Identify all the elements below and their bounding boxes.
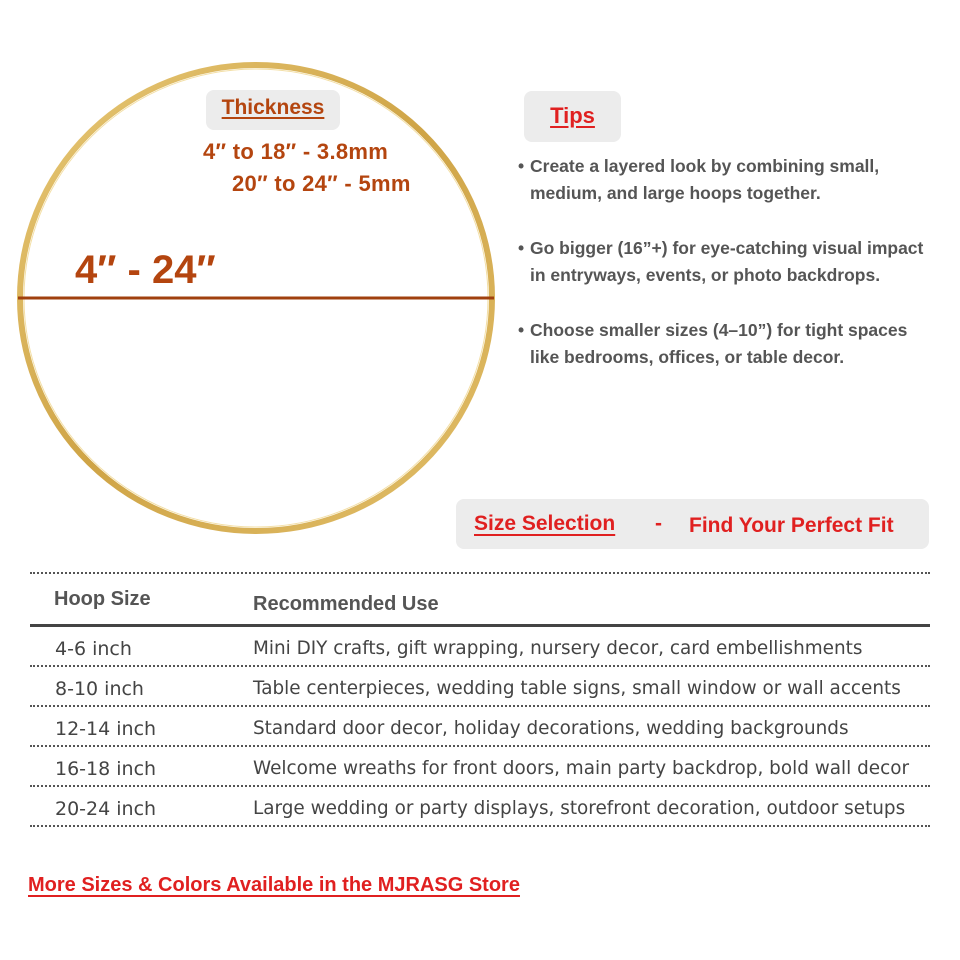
- tip-item: [518, 153, 958, 207]
- thickness-badge: [206, 90, 340, 130]
- table-row: [30, 787, 930, 825]
- thickness-spec-large: 20″ to 24″ - 5mm: [232, 171, 411, 196]
- size-selection-subtitle: Find Your Perfect Fit: [689, 514, 894, 537]
- diameter-range-label: 4″ - 24″: [75, 248, 216, 292]
- bullet: •: [518, 238, 525, 258]
- tip-text-line-1: Choose smaller sizes (4–10”) for tight spaces: [530, 320, 908, 340]
- header-hoop-size: Hoop Size: [54, 588, 151, 610]
- cell-hoop-size: 8-10 inch: [55, 678, 144, 700]
- tip-text-line-1: Go bigger (16”+) for eye-catching visual impact: [530, 238, 924, 258]
- store-link[interactable]: More Sizes & Colors Available in the MJRASG Store: [28, 874, 520, 896]
- cell-recommended-use: Standard door decor, holiday decorations, wedding backgrounds: [253, 718, 849, 739]
- cell-recommended-use: Mini DIY crafts, gift wrapping, nursery decor, card embellishments: [253, 638, 863, 659]
- table-row: [30, 667, 930, 705]
- tip-item: [518, 235, 958, 289]
- thickness-spec-small: 4″ to 18″ - 3.8mm: [203, 139, 389, 164]
- cell-hoop-size: 16-18 inch: [55, 758, 157, 780]
- tips-title: Tips: [550, 103, 595, 128]
- header-recommended-use: Recommended Use: [253, 593, 439, 615]
- bullet: •: [518, 156, 525, 176]
- table-row: [30, 707, 930, 745]
- table-row: [30, 627, 930, 665]
- thickness-title: Thickness: [221, 96, 325, 119]
- cell-recommended-use: Welcome wreaths for front doors, main party backdrop, bold wall decor: [253, 758, 910, 779]
- table-row: [30, 747, 930, 785]
- tip-text-line-2: in entryways, events, or photo backdrops.: [530, 265, 881, 285]
- bullet: •: [518, 320, 525, 340]
- tips-badge: [524, 91, 621, 142]
- size-selection-badge: [456, 499, 929, 549]
- size-selection-dash: -: [655, 512, 662, 535]
- cell-recommended-use: Large wedding or party displays, storefront decoration, outdoor setups: [253, 798, 906, 819]
- tip-text-line-1: Create a layered look by combining small,: [530, 156, 880, 176]
- tip-text-line-2: like bedrooms, offices, or table decor.: [530, 347, 845, 367]
- cell-hoop-size: 20-24 inch: [55, 798, 157, 820]
- cell-hoop-size: 12-14 inch: [55, 718, 157, 740]
- size-selection-title: Size Selection: [474, 512, 616, 535]
- tip-item: [518, 317, 958, 371]
- tip-text-line-2: medium, and large hoops together.: [530, 183, 821, 203]
- cell-hoop-size: 4-6 inch: [55, 638, 132, 660]
- cell-recommended-use: Table centerpieces, wedding table signs, small window or wall accents: [253, 678, 901, 699]
- table-bottom-rule: [30, 825, 930, 827]
- table-header-row: [30, 574, 930, 624]
- size-table: [30, 572, 930, 827]
